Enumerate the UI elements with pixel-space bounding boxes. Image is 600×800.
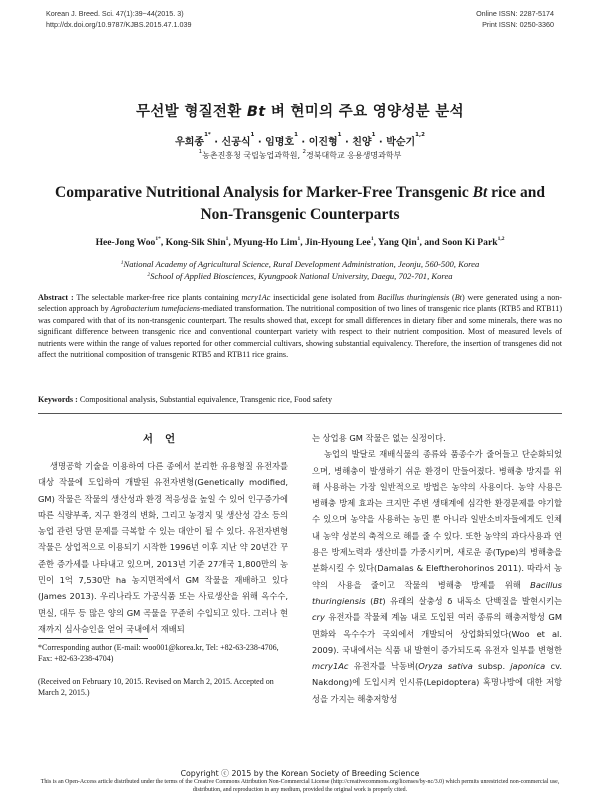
author-name: 이진형 — [308, 137, 338, 148]
text-segment: cv. Nakdong)에 도입시켜 인시류(Lepidoptera) 혹명나방에 대한 저항성을 가지는 해충저항성 — [312, 661, 562, 704]
online-issn: Online ISSN: 2287-5174 — [476, 9, 554, 18]
author-name: 친양 — [352, 137, 372, 148]
author-separator: , — [373, 237, 379, 248]
text-segment: ( — [365, 595, 374, 606]
author-name: 신공식 — [221, 137, 251, 148]
keywords-label: Keywords : — [38, 395, 78, 404]
text-segment: ) 유래의 살충성 δ 내독소 단백질을 발현시키는 — [382, 595, 562, 606]
paragraph — [312, 430, 562, 446]
text-segment: Bacillus thuringiensis — [312, 579, 562, 606]
author-separator: · — [254, 137, 266, 148]
text-segment: 는 상업용 GM 작물은 없는 실정이다. — [312, 433, 446, 443]
text-segment: mcry1Ac — [312, 661, 349, 672]
author-name: Myung-Ho Lim — [233, 237, 298, 248]
author-name: 임명호 — [265, 137, 295, 148]
author-name: 박순기 — [386, 137, 416, 148]
author-separator: , — [228, 237, 234, 248]
footnote-rule — [38, 638, 148, 639]
english-title-post: rice and — [487, 184, 545, 201]
text-segment: cry — [312, 612, 325, 623]
english-title-pre: Comparative Nutritional Analysis for Marker-Free Transgenic — [55, 184, 473, 201]
affiliation-text: School of Applied Biosciences, Kyungpook National University, Daegu, 702-701, Korea — [150, 271, 453, 281]
author-separator: · — [375, 137, 387, 148]
abstract-label: Abstract : — [38, 293, 74, 302]
affiliation-superscript: 1 — [198, 149, 203, 155]
keywords — [38, 395, 562, 404]
text-segment: japonica — [510, 661, 546, 672]
author-separator: · — [341, 137, 353, 148]
abstract-segment: Agrobacterium tumefaciens — [110, 304, 201, 314]
korean-title-pre: 무선발 형질전환 — [136, 104, 247, 120]
author-superscript: 1* — [155, 236, 161, 242]
text-segment: subsp. — [472, 661, 511, 672]
text-segment: 농업의 발달로 재배식물의 종류와 품종수가 줄어들고 단순화되었으며, 병해충이 발생하기 쉬운 환경이 만들어졌다. 병해충 방지를 위해 사용하는 가장 일반적으로 방법은 농약의 사용이다. 농약 사용은 병해충 방제 효과는 크지만 주변 생태계에 심각한 환경문제를 야기할 수 있으며 농약을 사용하는 농민 뿐 아니라 일반소비자들에게도 인체 내 농약 성분의 축적으로 해를 줄 수 있다. 또한 농약의 과다사용과 연용은 방제노력과 생산비를 가중시키며, 새로운 종(Type)의 병해충을 분화시킬 수 있다(Damalas & Eleftherohorinos 2011). 따라서 농약의 사용을 줄이고 작물의 병해충 방제를 위해 — [312, 449, 562, 590]
english-title-line1 — [40, 182, 560, 204]
corresponding-author-note: *Corresponding author (E-mail: woo001@korea.kr, Tel: +82-63-238-4706, Fax: +82-63-238-4704) — [38, 643, 279, 664]
abstract-segment: mcry1Ac — [241, 293, 271, 302]
author-superscript: 1 — [250, 132, 255, 138]
received-dates-note: (Received on February 10, 2015. Revised on March 2, 2015. Accepted on March 2, 2015.) — [38, 677, 274, 698]
abstract-segment: ) were generated using a non-selection approach by — [38, 293, 562, 314]
english-authors — [20, 237, 580, 248]
abstract-segment: -mediated transformation. The nutritional composition of two lines of transgenic rice plants (RTB5 and RTB11) was compared with that of its non-transgenic counterpart. The results showed that, except for small differences in dietary fiber and some minerals, there was no significant difference between transgenic rice and conventional counterpart variety with respect to their nutrient composition. Most of measured levels of nutrients were within the range of values reported for other commercial cultivars, showing substantial equivalency. Therefore, the insertion of transgenes did not affect the nutritional composition of transgenic RTB5 and RTB11 rice grains. — [38, 304, 563, 360]
copyright-line: Copyright ⓒ 2015 by the Korean Society of Breeding Science — [180, 769, 420, 778]
affiliation-superscript: 2 — [147, 272, 151, 278]
paragraph — [38, 458, 288, 637]
text-segment: 유전자를 낙동벼( — [348, 661, 419, 672]
english-title — [40, 182, 560, 226]
text-segment: 유전자를 작물체 계놈 내로 도입된 여러 종류의 해충저항성 GM 면화와 옥수수가 국외에서 개발되어 상업화되었다(Woo et al. 2009). 국내에서는 식품 내 발현이 증가되도록 유전자 일부를 변형한 — [312, 612, 562, 655]
affiliation-text: 경북대학교 응용생명과학부 — [306, 151, 402, 160]
text-segment: Bt — [373, 595, 383, 606]
korean-authors — [0, 133, 600, 148]
abstract-segment: Bacillus thuringiensis — [377, 293, 450, 302]
abstract-segment: Bt — [454, 293, 462, 302]
english-title-line2: Non-Transgenic Counterparts — [200, 206, 400, 223]
affiliation-superscript: 2 — [302, 149, 307, 155]
author-superscript: 1,2 — [497, 236, 505, 242]
author-name: Kong-Sik Shin — [165, 237, 226, 248]
author-superscript: 1 — [294, 132, 298, 138]
author-name: 우희종 — [175, 137, 205, 148]
author-and: , and — [419, 237, 443, 248]
author-separator: · — [210, 137, 222, 148]
author-superscript: 1 — [225, 236, 229, 242]
english-affiliation-1 — [40, 259, 560, 271]
abstract-segment: ( — [449, 293, 455, 302]
paragraph — [312, 446, 562, 707]
keywords-text: Compositional analysis, Substantial equivalence, Transgenic rice, Food safety — [77, 395, 333, 404]
korean-title — [0, 100, 600, 121]
author-superscript: 1 — [370, 236, 374, 242]
author-separator: · — [297, 137, 309, 148]
print-issn: Print ISSN: 0250-3360 — [482, 20, 554, 29]
text-segment: Oryza sativa — [418, 661, 473, 672]
author-superscript: 1 — [416, 236, 420, 242]
author-separator: , — [160, 237, 166, 248]
author-name: Hee-Jong Woo — [95, 237, 156, 248]
author-superscript: 1* — [204, 132, 211, 138]
affiliation-superscript: 1 — [120, 260, 124, 266]
korean-affiliations — [0, 150, 600, 161]
author-name: Jin-Hyoung Lee — [304, 237, 371, 248]
english-affiliation-2 — [40, 271, 560, 283]
left-column-text — [38, 458, 288, 637]
korean-title-post: 벼 현미의 주요 영양성분 분석 — [265, 104, 464, 120]
section-heading-introduction: 서언 — [142, 433, 188, 445]
license-text: This is an Open-Access article distributed under the terms of the Creative Commons Attribution Non-Commercial License (http://creativecommons.org/licenses/by-nc/3.0) which permits unrestricted non-commercial use, distribution, and reproduction in any medium, provided the original work is properly cited. — [40, 779, 560, 793]
doi-link[interactable]: http://dx.doi.org/10.9787/KJBS.2015.47.1.039 — [46, 20, 192, 29]
affiliation-text: National Academy of Agricultural Science, Rural Development Administration, Jeonju, 560-500, Korea — [123, 259, 480, 269]
journal-reference: Korean J. Breed. Sci. 47(1):39~44(2015. 3) — [46, 9, 184, 18]
section-divider — [38, 413, 562, 414]
abstract-body — [38, 293, 562, 359]
journal-header-left — [46, 8, 191, 30]
abstract-segment: The selectable marker-free rice plants containing — [73, 293, 242, 302]
author-name: Soon Ki Park — [442, 237, 498, 248]
author-separator: , — [300, 237, 305, 248]
abstract-segment: insecticidal gene isolated from — [270, 293, 378, 302]
korean-title-italic: Bt — [246, 104, 266, 120]
affiliation-text: 농촌진흥청 국립농업과학원, — [202, 151, 303, 160]
author-superscript: 1 — [297, 236, 301, 242]
author-name: Yang Qin — [378, 237, 417, 248]
author-superscript: 1 — [337, 132, 342, 138]
author-superscript: 1 — [371, 132, 376, 138]
text-segment: 생명공학 기술을 이용하여 다른 종에서 분리한 유용형질 유전자를 대상 작물에 도입하여 개발된 유전자변형(Genetically modified, GM) 작물은 작물의 생산성과 환경 적응성을 높일 수 있어 인구증가에 따른 식량부족, 지구 환경의 변화, 그리고 농경지 및 생산성 감소 등의 농업 관련 당면 문제를 극복할 수 있는 대안이 될 수 있다. 유전자변형 작물은 상업적으로 이용되기 시작한 1996년 이후 지난 약 20년간 꾸준한 증가세를 나타내고 있으며, 2013년 기준 27개국 1,800만의 농민이 1억 7,530만 ha 농지면적에서 GM 작물을 재배하고 있다(James 2013). 우리나라도 가공식품 또는 사료생산을 위해 옥수수, 면실, 대두 등 많은 양의 GM 곡물을 꾸준히 수입되고 있다. 그러나 현재까지 심사승인을 얻어 국내에서 재배되 — [38, 461, 288, 634]
english-title-italic: Bt — [472, 184, 488, 201]
journal-header-right — [476, 8, 554, 30]
abstract — [38, 292, 562, 360]
right-column-text — [312, 430, 562, 707]
author-superscript: 1,2 — [415, 132, 425, 138]
